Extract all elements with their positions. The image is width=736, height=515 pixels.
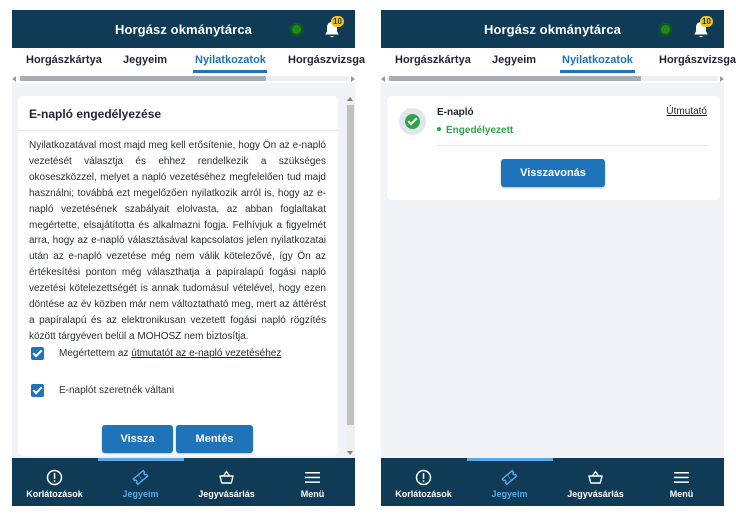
tab-horizontal-scrollbar[interactable] xyxy=(12,74,355,83)
tab-horizontal-scrollbar[interactable] xyxy=(381,74,724,83)
basket-icon xyxy=(218,469,235,486)
scrollbar-thumb[interactable] xyxy=(389,76,641,81)
ticket-icon xyxy=(501,469,518,486)
guide-link[interactable]: útmutatót az e-napló vezetéséhez xyxy=(131,347,282,359)
guide-checkbox[interactable] xyxy=(31,347,44,360)
app-title: Horgász okmánytárca xyxy=(483,22,621,37)
nav-label: Jegyeim xyxy=(122,489,159,499)
tab-jegyeim[interactable]: Jegyeim xyxy=(492,54,537,66)
checkbox-label: E-naplót szeretnék váltani xyxy=(59,384,175,396)
app-header xyxy=(381,10,724,48)
nav-jegyvasarlas[interactable] xyxy=(553,458,638,506)
divider xyxy=(18,130,338,131)
alert-circle-icon xyxy=(415,469,432,486)
tab-bar xyxy=(12,48,366,74)
vertical-scrollbar[interactable] xyxy=(346,96,355,456)
nav-jegyeim[interactable] xyxy=(467,458,552,506)
scroll-right-arrow-icon[interactable] xyxy=(351,76,355,82)
nav-label: Korlátozások xyxy=(26,489,83,499)
nav-korlatozasok[interactable] xyxy=(12,458,97,506)
notification-badge: 10 xyxy=(702,17,711,26)
nav-label: Menü xyxy=(669,489,694,499)
tab-nyilatkozatok[interactable]: Nyilatkozatok xyxy=(195,54,266,66)
scroll-right-arrow-icon[interactable] xyxy=(720,76,724,82)
back-button[interactable]: Vissza xyxy=(102,425,173,453)
nav-jegyeim[interactable] xyxy=(98,458,183,506)
screen-declaration-form xyxy=(12,10,366,506)
divider xyxy=(437,145,708,146)
nav-korlatozasok[interactable] xyxy=(381,458,466,506)
scrollbar-thumb[interactable] xyxy=(20,76,266,81)
scrollbar-thumb[interactable] xyxy=(347,105,354,425)
status-text: Engedélyezett xyxy=(446,125,514,136)
checkbox-label xyxy=(59,348,281,359)
save-button[interactable]: Mentés xyxy=(176,425,253,453)
tab-horgaszkartya[interactable]: Horgászkártya xyxy=(395,54,471,66)
status-row xyxy=(437,125,513,136)
status-indicator-dot xyxy=(290,23,303,36)
tab-horgaszkartya[interactable]: Horgászkártya xyxy=(26,54,102,66)
tab-horgaszvizsga[interactable]: Horgászvizsga xyxy=(288,54,366,66)
hamburger-menu-icon xyxy=(304,469,321,486)
nav-label: Jegyvásárlás xyxy=(567,489,624,499)
check-circle-icon xyxy=(399,108,426,135)
bottom-navigation xyxy=(12,458,355,506)
checkbox-label-prefix: Megértettem az xyxy=(59,347,132,359)
nav-menu[interactable] xyxy=(270,458,355,506)
enaplo-status-card xyxy=(387,96,720,200)
nav-label: Jegyvásárlás xyxy=(198,489,255,499)
scroll-down-arrow-icon[interactable] xyxy=(347,451,353,455)
scroll-up-arrow-icon[interactable] xyxy=(347,97,353,101)
bottom-navigation xyxy=(381,458,724,506)
status-indicator-dot xyxy=(659,23,672,36)
tab-nyilatkozatok[interactable]: Nyilatkozatok xyxy=(562,54,633,66)
ticket-icon xyxy=(132,469,149,486)
tab-horgaszvizsga[interactable]: Horgászvizsga xyxy=(659,54,736,66)
revoke-button[interactable]: Visszavonás xyxy=(501,159,605,187)
basket-icon xyxy=(587,469,604,486)
declaration-text: Nyilatkozatával most majd meg kell erősítenie, hogy Ön az e-napló vezetését választja és ehhez rendelkezik a szükséges okoseszközzel, melyet a napló vezetéséhez megfelelően tud majd használni; továbbá ezt megelőzően nyilatkozik arról is, hogy az e-napló vezetésének szabályait elolvasta, az abban foglaltakat megértette, elsajátította és alkalmazni fogja. Felhívjuk a figyelmét arra, hogy az e-napló választásával kapcsolatos jelen nyilatkozatai után az e-napló vezetése még nem válik kötelezővé, így Ön az értékesítési ponton még választhatja a papíralapú fogási napló vezetési kötelezettségét is annak tudomásul vételével, hogy ezen döntése az év közben már nem változtatható meg, mert az áttérést a papíralapú és az elektronikusan vezetett fogási napló rögzítés között tárgyéven belül a MOHOSZ nem biztosítja. xyxy=(29,140,326,342)
tab-bar xyxy=(381,48,736,74)
app-header xyxy=(12,10,355,48)
hamburger-menu-icon xyxy=(673,469,690,486)
screen-declaration-status xyxy=(381,10,736,506)
card-title: E-napló engedélyezése xyxy=(29,107,162,121)
notification-badge: 10 xyxy=(333,17,342,26)
scroll-left-arrow-icon[interactable] xyxy=(381,76,385,82)
active-tab-indicator xyxy=(560,70,635,73)
app-title: Horgász okmánytárca xyxy=(114,22,252,37)
nav-label: Jegyeim xyxy=(491,489,528,499)
nav-label: Menü xyxy=(300,489,325,499)
item-title: E-napló xyxy=(437,107,474,118)
alert-circle-icon xyxy=(46,469,63,486)
declaration-card xyxy=(18,96,338,456)
status-dot-icon xyxy=(437,127,441,131)
nav-jegyvasarlas[interactable] xyxy=(184,458,269,506)
nav-label: Korlátozások xyxy=(395,489,452,499)
scroll-left-arrow-icon[interactable] xyxy=(12,76,16,82)
nav-menu[interactable] xyxy=(639,458,724,506)
active-tab-indicator xyxy=(193,70,267,73)
switch-enaplo-checkbox[interactable] xyxy=(31,384,44,397)
checkbox-row-guide[interactable] xyxy=(31,345,281,361)
checkbox-row-switch[interactable] xyxy=(31,382,174,398)
tab-jegyeim[interactable]: Jegyeim xyxy=(123,54,168,66)
guide-link[interactable]: Útmutató xyxy=(666,106,707,117)
